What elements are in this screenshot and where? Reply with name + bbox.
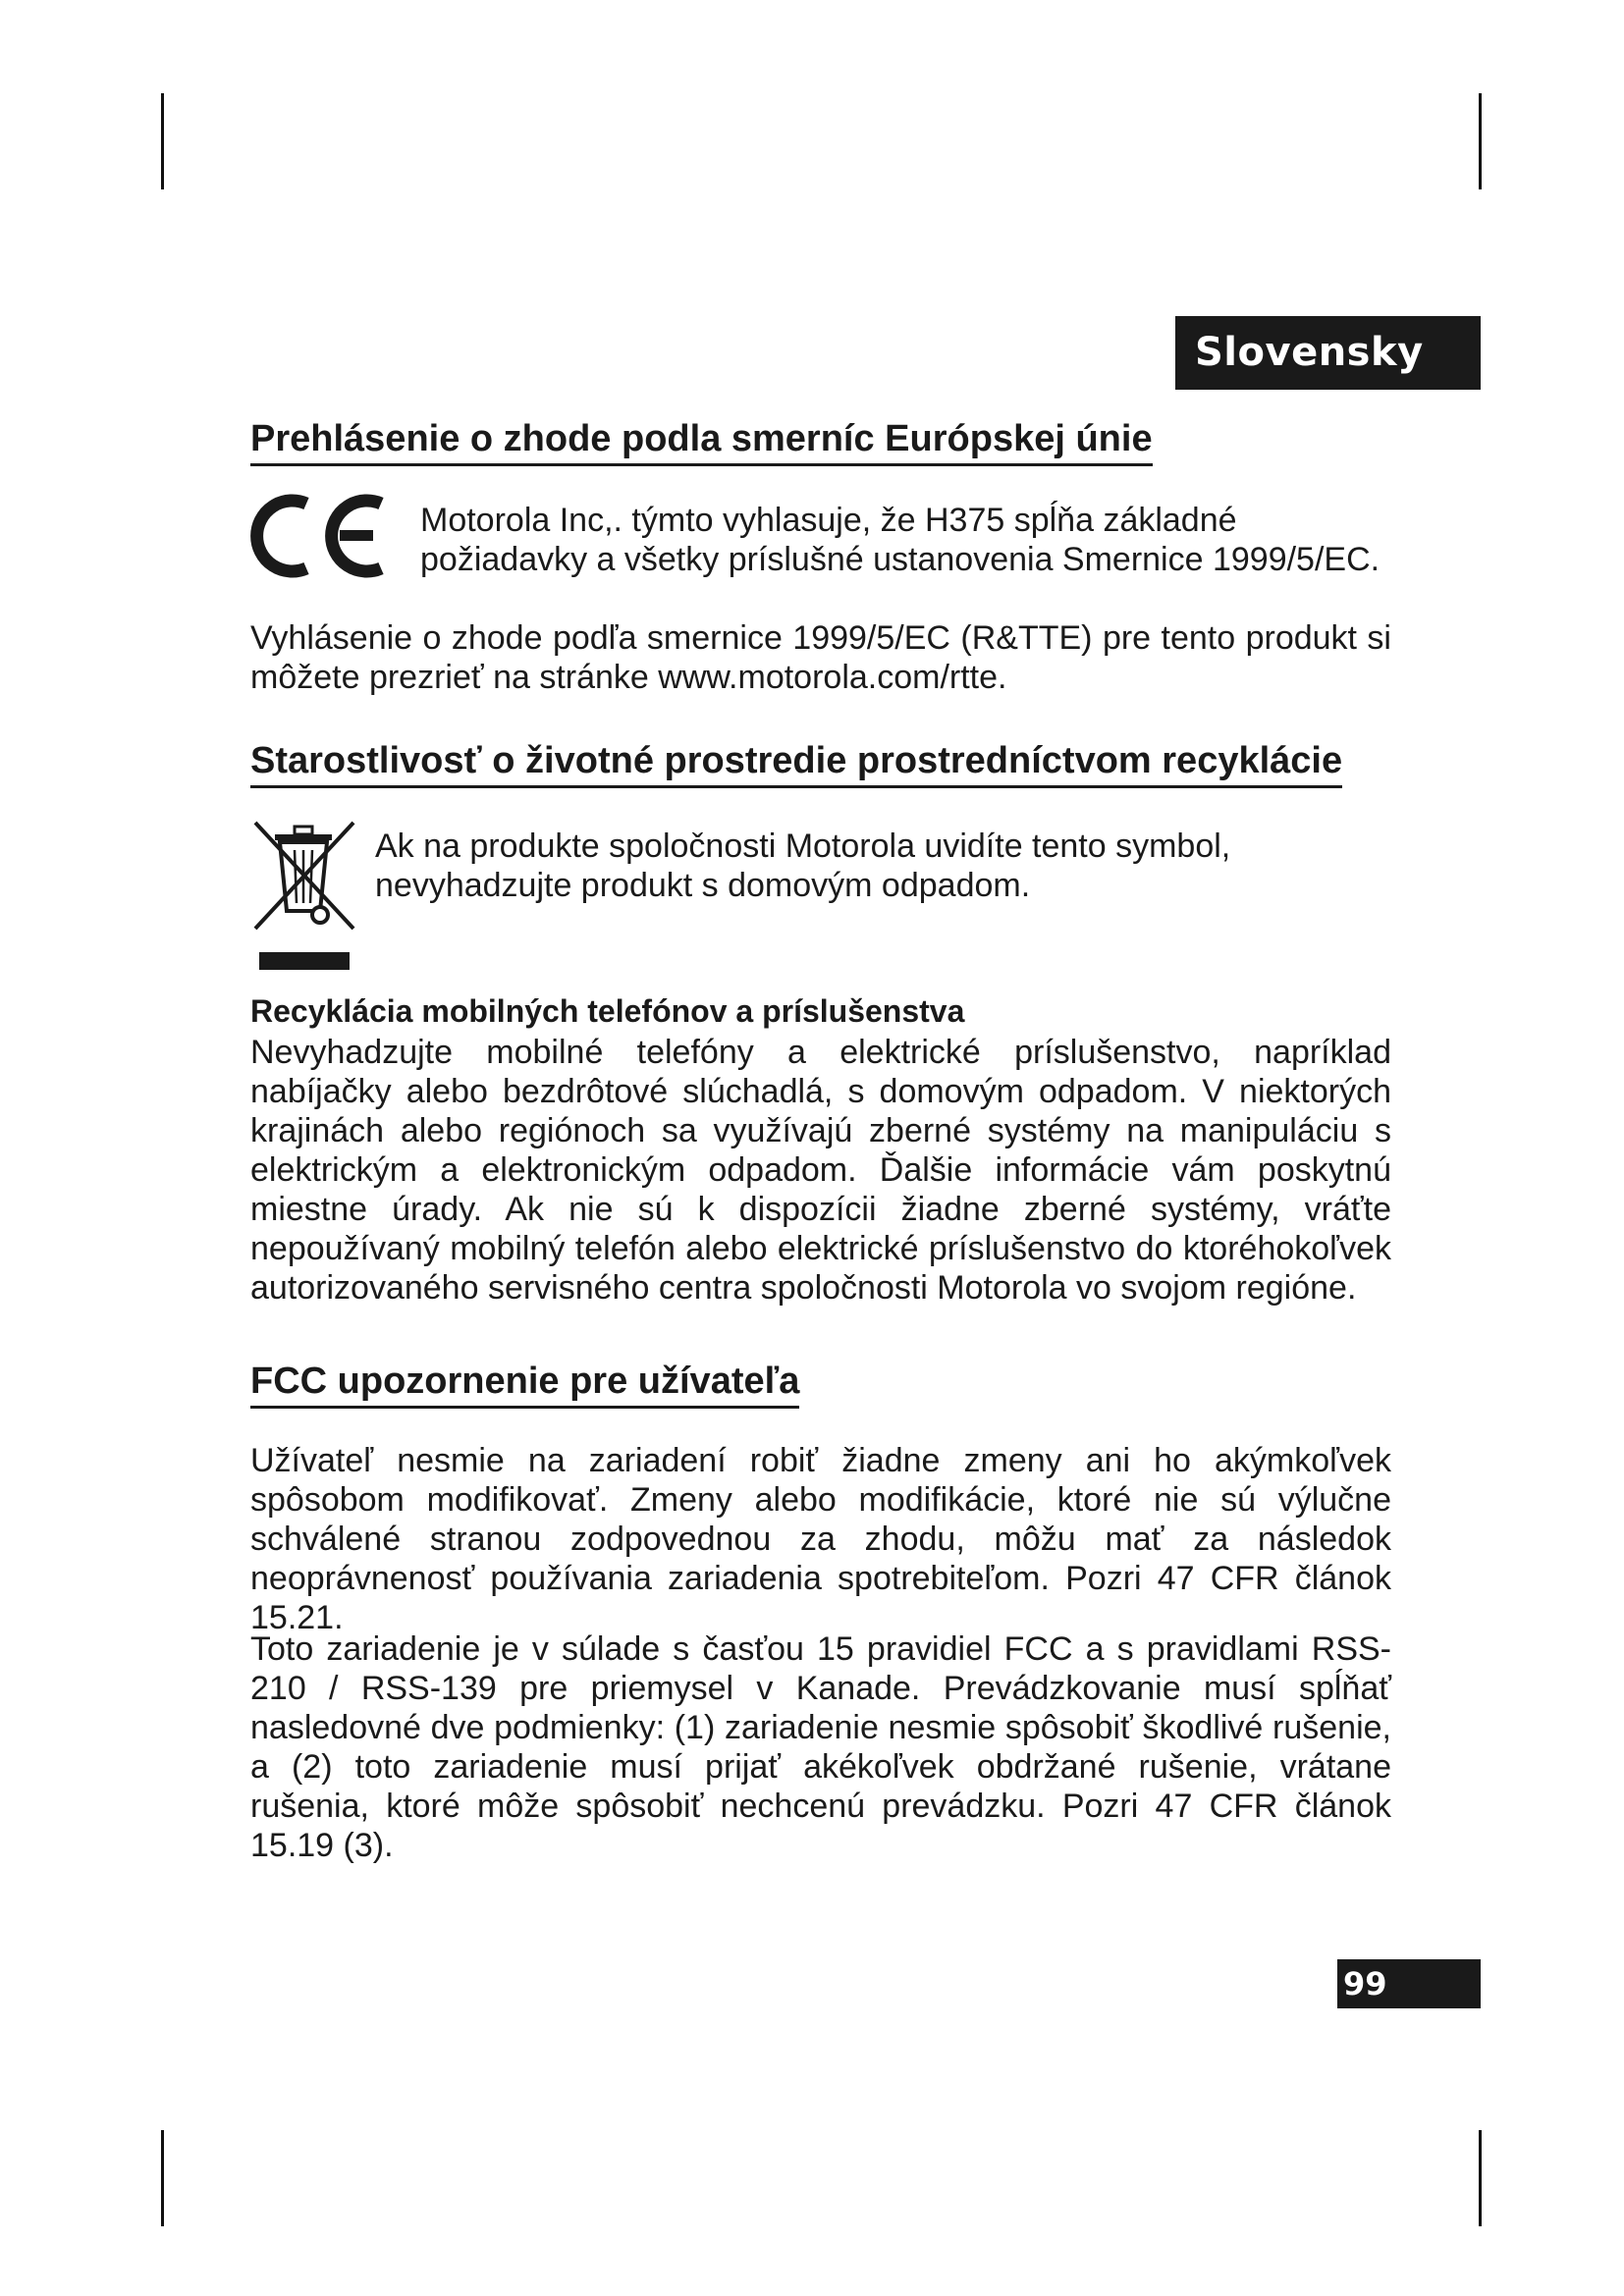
language-tab: Slovensky (1175, 316, 1481, 390)
fcc-paragraph-1: Užívateľ nesmie na zariadení robiť žiadne zmeny ani ho akýmkoľvek spôsobom modifikovať. Zmeny alebo modifikácie, ktoré nie sú výlučne schválené stranou zodpovednou za zhodu, môžu mať za následok neoprávnenosť používania zariadenia spotrebiteľom. Pozri 47 CFR článok 15.21. (250, 1442, 1391, 1636)
crop-mark-bottom-left (161, 2130, 164, 2226)
recycling-heading: Starostlivosť o životné prostredie prostredníctvom recyklácie (250, 738, 1342, 788)
crop-mark-top-left (161, 93, 164, 189)
recycling-subheading: Recyklácia mobilných telefónov a príslušenstva (250, 993, 965, 1029)
page-number: 99 (1337, 1959, 1481, 2008)
fcc-paragraph-2: Toto zariadenie je v súlade s časťou 15 pravidiel FCC a s pravidlami RSS-210 / RSS-139 pre priemysel v Kanade. Prevádzkovanie musí spĺňať nasledovné dve podmienky: (1) zariadenie nesmie spôsobiť škodlivé rušenie, a (2) toto zariadenie musí prijať akékoľvek obdržané rušenie, vrátane rušenia, ktoré môže spôsobiť nechcenú prevádzku. Pozri 47 CFR článok 15.19 (3). (250, 1630, 1391, 1864)
crop-mark-top-right (1479, 93, 1482, 189)
ce-declaration-text: Motorola Inc,. týmto vyhlasuje, že H375 spĺňa základné požiadavky a všetky príslušné ustanovenia Smernice 1999/5/EC. (420, 502, 1380, 578)
crop-mark-bottom-right (1479, 2130, 1482, 2226)
recycling-paragraph: Nevyhadzujte mobilné telefóny a elektrické príslušenstvo, napríklad nabíjačky alebo bezdrôtové slúchadlá, s domovým odpadom. V niektorých krajinách alebo regiónoch sa využívajú zberné systémy na manipuláciu s elektrickým a elektronickým odpadom. Ďalšie informácie vám poskytnú miestne úrady. Ak nie sú k dispozícii žiadne zberné systémy, vráťte nepoužívaný mobilný telefón alebo elektrické príslušenstvo do ktoréhokoľvek autorizovaného servisného centra spoločnosti Motorola vo svojom regióne. (250, 1034, 1391, 1307)
eu-conformity-heading: Prehlásenie o zhode podla smerníc Európskej únie (250, 416, 1153, 466)
ce-mark-icon (245, 486, 388, 584)
fcc-heading: FCC upozornenie pre užívateľa (250, 1359, 799, 1409)
crossed-out-bin-icon (247, 813, 365, 980)
eu-conformity-paragraph: Vyhlásenie o zhode podľa smernice 1999/5/EC (R&TTE) pre tento produkt si môžete prezrieť na stránke www.motorola.com/rtte. (250, 619, 1391, 696)
recycling-symbol-text: Ak na produkte spoločnosti Motorola uvidíte tento symbol, nevyhadzujte produkt s domovým odpadom. (375, 828, 1231, 904)
